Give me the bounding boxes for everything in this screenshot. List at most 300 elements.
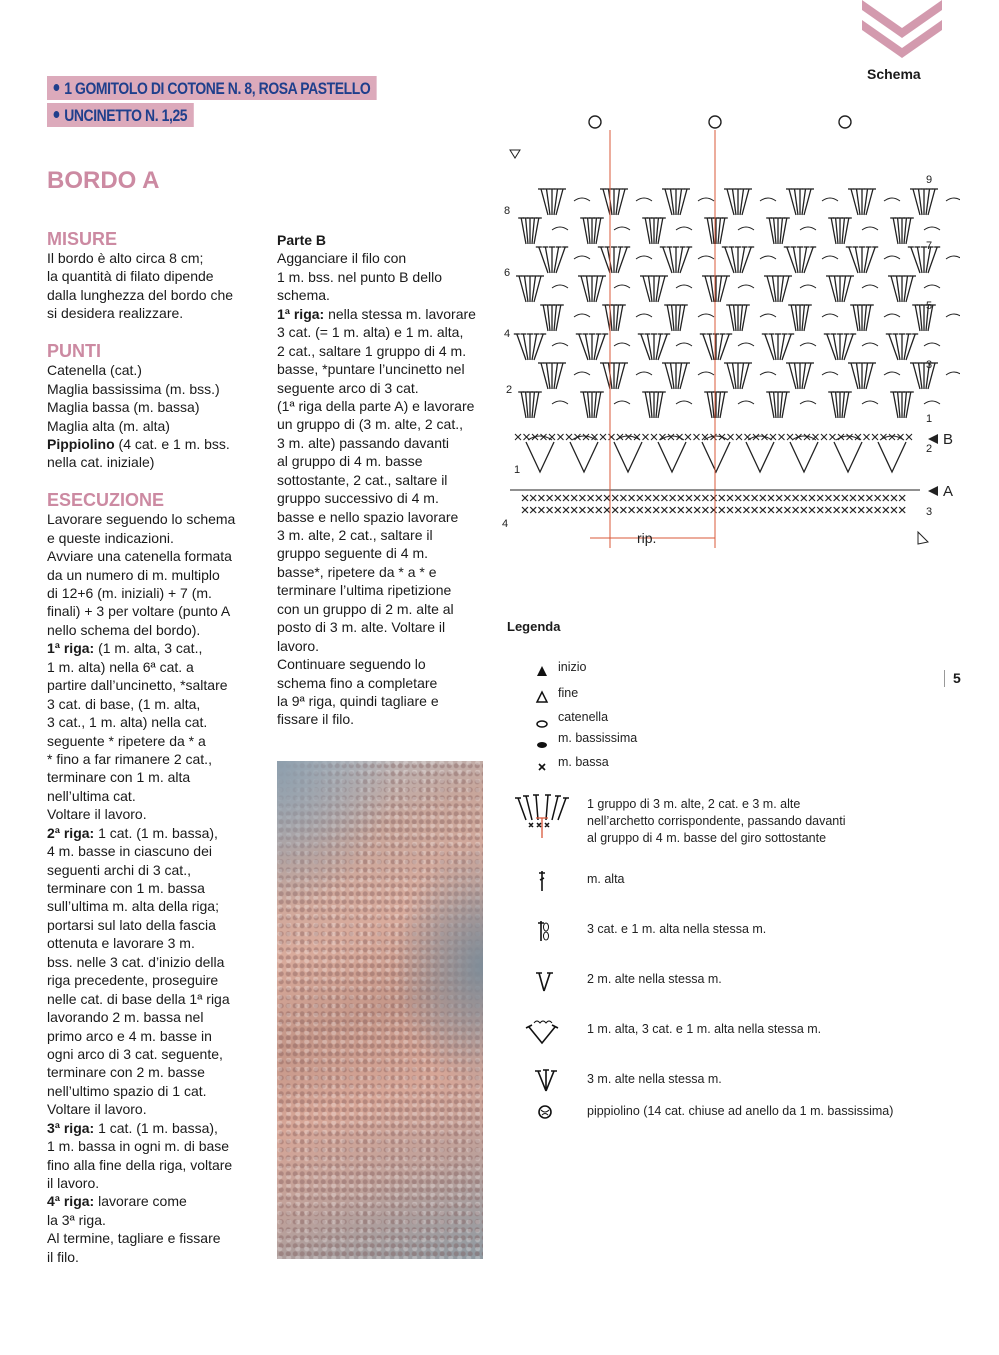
text-line: con un gruppo di 2 m. alte al — [277, 600, 454, 617]
row-text: lavorare come — [94, 1193, 187, 1210]
double-crochet-mark — [712, 392, 714, 418]
chain-arc-mark — [822, 314, 838, 317]
double-crochet-mark — [707, 392, 712, 418]
single-crochet-mark — [866, 495, 872, 501]
double-crochet-mark — [802, 305, 804, 331]
single-crochet-mark — [834, 495, 840, 501]
row-label: 2ª riga: — [47, 824, 95, 841]
text-line: 2 cat., saltare 1 gruppo di 4 m. — [277, 342, 467, 359]
text-line — [47, 1119, 235, 1137]
single-crochet-mark — [702, 495, 708, 501]
chain-arc-mark — [574, 314, 590, 317]
picot-icon — [537, 1102, 553, 1127]
single-crochet-mark — [801, 495, 807, 501]
single-crochet-mark — [678, 495, 684, 501]
double-crochet-mark — [667, 305, 672, 331]
double-crochet-mark — [596, 392, 601, 418]
double-crochet-mark — [656, 218, 658, 244]
row-number-left: 2 — [506, 384, 513, 396]
chain-arc-mark — [946, 256, 960, 259]
text-line: terminare con 1 m. alta — [47, 769, 191, 786]
chain-arc-mark — [884, 198, 900, 201]
single-crochet-mark — [752, 495, 758, 501]
legend-label: pippiolino (14 cat. chiuse ad anello da 1 m. bassissima) — [587, 1104, 894, 1118]
single-crochet-mark — [727, 507, 733, 513]
text-line: Maglia alta (m. alta) — [47, 417, 170, 434]
double-crochet-mark — [532, 218, 534, 244]
double-crochet-mark — [534, 392, 539, 418]
single-crochet-mark — [760, 507, 766, 513]
single-crochet-mark — [719, 495, 725, 501]
text-line: da un numero di m. multiplo — [47, 566, 220, 583]
single-crochet-mark — [727, 495, 733, 501]
chain-arc-mark — [800, 401, 816, 404]
text-line: e queste indicazioni. — [47, 529, 174, 546]
two-dc-icon — [534, 969, 554, 998]
single-crochet-mark — [825, 495, 831, 501]
single-crochet-mark — [768, 507, 774, 513]
row-text: nella stessa m. lavorare — [324, 305, 476, 322]
legend-label: 3 m. alte nella stessa m. — [587, 1072, 722, 1086]
start-marker-icon — [928, 486, 938, 496]
single-crochet-mark — [743, 507, 749, 513]
text-line: lavorando 2 m. bassa nel — [47, 1009, 204, 1026]
single-crochet-mark — [651, 434, 657, 440]
text-line: di 12+6 (m. iniziali) + 7 (m. — [47, 585, 212, 601]
double-crochet-mark — [658, 392, 663, 418]
chain-arc-mark — [676, 227, 692, 230]
double-crochet-mark — [893, 218, 898, 244]
legend-label: m. bassa — [558, 755, 609, 769]
double-crochet-mark — [588, 392, 590, 418]
text-line: fissare il filo. — [277, 711, 355, 728]
row-number-right: 2 — [926, 443, 933, 455]
double-crochet-mark — [720, 218, 725, 244]
double-crochet-mark — [844, 392, 849, 418]
single-crochet-mark — [787, 434, 793, 440]
text-line: partire dall’uncinetto, *saltare — [47, 677, 228, 694]
text-line: Catenella (cat.) — [47, 362, 142, 379]
single-crochet-mark — [809, 507, 815, 513]
text-line — [47, 1192, 235, 1210]
chain-arc-mark — [636, 314, 652, 317]
single-crochet-mark — [643, 434, 649, 440]
single-crochet-mark — [522, 507, 528, 513]
row-number-right: 1 — [926, 413, 933, 425]
single-crochet-mark — [850, 507, 856, 513]
row-number-right: 7 — [926, 240, 933, 252]
single-crochet-mark — [620, 507, 626, 513]
double-crochet-mark — [707, 218, 712, 244]
chain-arc-mark — [636, 256, 652, 259]
page-title: BORDO A — [47, 167, 160, 194]
single-crochet-mark — [686, 507, 692, 513]
row-label: 1ª riga: — [277, 305, 325, 322]
double-crochet-mark — [583, 218, 588, 244]
single-crochet-mark — [891, 495, 897, 501]
single-crochet-mark — [555, 495, 561, 501]
double-crochet-mark — [904, 392, 906, 418]
text-line: schema. — [277, 287, 330, 304]
legend-label: 3 cat. e 1 m. alta nella stessa m. — [587, 922, 767, 936]
double-crochet-mark — [645, 218, 650, 244]
single-crochet-mark — [629, 507, 635, 513]
double-crochet-mark — [720, 392, 725, 418]
chain-arc-mark — [862, 285, 878, 288]
text-line: * fino a far rimanere 2 cat., — [47, 750, 212, 767]
single-crochet-mark — [596, 495, 602, 501]
text-line: 1 m. bss. nel punto B dello — [277, 268, 442, 285]
single-crochet-mark — [842, 495, 848, 501]
double-crochet-mark — [594, 392, 596, 418]
legend-label: 1 m. alta, 3 cat. e 1 m. alta nella stessa m. — [587, 1022, 822, 1036]
point-b-label: B — [943, 431, 954, 448]
section-heading: PUNTI — [47, 341, 101, 362]
chain-arc-mark — [676, 285, 692, 288]
v-stitch-mark — [614, 442, 642, 472]
chain-arc-mark — [924, 227, 940, 230]
single-crochet-mark — [694, 434, 700, 440]
single-crochet-mark — [661, 507, 667, 513]
single-crochet-mark — [779, 434, 785, 440]
double-crochet-mark — [543, 305, 548, 331]
text-line — [47, 323, 235, 341]
material-tag-yarn — [47, 76, 377, 100]
double-crochet-mark — [650, 392, 652, 418]
row-number-left: 4 — [502, 518, 509, 530]
chain-arc-mark — [946, 314, 960, 317]
single-crochet-mark — [719, 507, 725, 513]
chain-arc-mark — [924, 285, 940, 288]
chain-arc-mark — [552, 227, 568, 230]
double-crochet-mark — [906, 392, 911, 418]
double-crochet-mark — [858, 305, 860, 331]
double-crochet-mark — [906, 218, 911, 244]
text-line: portarsi sul lato della fascia — [47, 916, 216, 933]
single-crochet-mark — [600, 434, 606, 440]
single-crochet-mark — [745, 434, 751, 440]
chain-arc-mark — [946, 198, 960, 201]
single-crochet-mark — [530, 495, 536, 501]
text-line: il lavoro. — [47, 1175, 100, 1191]
single-crochet-mark — [678, 507, 684, 513]
single-crochet-mark — [847, 434, 853, 440]
text-line: Maglia bassissima (m. bss.) — [47, 380, 220, 397]
single-crochet-mark — [776, 495, 782, 501]
single-crochet-mark — [858, 495, 864, 501]
double-crochet-mark — [672, 305, 674, 331]
single-crochet-mark — [899, 507, 905, 513]
row-label: Pippiolino — [47, 435, 115, 452]
single-crochet-mark — [906, 434, 912, 440]
row-number-right: 9 — [926, 174, 933, 186]
text-line: basse e nello spazio lavorare — [277, 508, 459, 525]
single-crochet-mark — [530, 507, 536, 513]
double-crochet-mark — [718, 218, 720, 244]
legend-title: Legenda — [507, 619, 561, 634]
material-text: 1 GOMITOLO DI COTONE N. 8, ROSA PASTELLO — [64, 79, 371, 98]
single-crochet-mark — [858, 507, 864, 513]
text-line: ogni arco di 3 cat. seguente, — [47, 1045, 223, 1062]
double-crochet-mark — [769, 218, 774, 244]
double-crochet-mark — [804, 305, 809, 331]
text-line: basse*, ripetere da * a * e — [277, 563, 437, 580]
chain-arc-mark — [698, 314, 714, 317]
single-crochet-mark — [626, 434, 632, 440]
lace-photo — [277, 761, 483, 1259]
single-crochet-mark — [538, 495, 544, 501]
single-crochet-mark — [875, 507, 881, 513]
double-crochet-mark — [742, 305, 747, 331]
chain-arc-mark — [574, 372, 590, 375]
single-crochet-mark — [579, 495, 585, 501]
text-line: bss. nelle 3 cat. d’inizio della — [47, 953, 225, 970]
row-text: (1 m. alta, 3 cat., — [94, 640, 203, 657]
text-line — [47, 639, 235, 657]
text-line: riga precedente, proseguire — [47, 972, 219, 989]
row-label: 4ª riga: — [47, 1193, 95, 1210]
text-line: seguente arco di 3 cat. — [277, 379, 419, 396]
single-crochet-mark — [563, 495, 569, 501]
legend-label: m. alta — [587, 872, 625, 886]
single-crochet-mark — [653, 495, 659, 501]
single-crochet-mark — [694, 507, 700, 513]
three-dc-icon — [534, 1067, 558, 1100]
bullet-icon — [54, 84, 60, 91]
text-line: nell’ultima cat. — [47, 787, 136, 804]
single-crochet-mark — [571, 507, 577, 513]
chain-arc-mark — [528, 436, 552, 440]
chain-arc-mark — [614, 227, 630, 230]
text-line: sottostante, 2 cat., saltare il — [277, 471, 448, 488]
chain-arc-mark — [884, 314, 900, 317]
text-line: Maglia bassa (m. bassa) — [47, 399, 200, 416]
single-crochet-mark — [883, 507, 889, 513]
text-line: seguente * ripetere da * a — [47, 732, 206, 749]
single-crochet-mark — [793, 495, 799, 501]
repeat-label: rip. — [637, 530, 657, 546]
double-crochet-mark — [521, 392, 526, 418]
text-line: dalla lunghezza del bordo che — [47, 286, 234, 303]
chain-arc-mark — [636, 372, 652, 375]
text-line — [47, 472, 235, 490]
double-crochet-mark — [904, 218, 906, 244]
double-crochet-mark — [898, 218, 900, 244]
text-line: 3 cat. (= 1 m. alta) e 1 m. alta, — [277, 324, 464, 341]
double-crochet-mark — [782, 392, 787, 418]
chain-arc-mark — [822, 372, 838, 375]
picot-mark — [589, 116, 601, 128]
text-line: fino alla fine della riga, voltare — [47, 1156, 233, 1173]
chain-arc-mark — [862, 227, 878, 230]
single-crochet-mark — [588, 495, 594, 501]
single-crochet-mark — [645, 495, 651, 501]
chain-arc-mark — [800, 227, 816, 230]
chain-icon — [534, 715, 550, 736]
double-crochet-mark — [842, 218, 844, 244]
text-line: si desidera realizzare. — [47, 305, 184, 322]
single-crochet-mark — [579, 507, 585, 513]
chain-arc-mark — [738, 285, 754, 288]
double-crochet-mark — [718, 392, 720, 418]
chain-arc-mark — [676, 401, 692, 404]
single-crochet-mark — [793, 507, 799, 513]
single-crochet-mark — [760, 495, 766, 501]
double-crochet-mark — [594, 218, 596, 244]
single-crochet-mark — [796, 434, 802, 440]
double-crochet-mark — [898, 392, 900, 418]
text-line: Al termine, tagliare e fissare — [47, 1230, 221, 1247]
single-crochet-mark — [558, 434, 564, 440]
double-crochet-mark — [556, 305, 561, 331]
text-line: Avviare una catenella formata — [47, 548, 232, 565]
double-crochet-mark — [526, 392, 528, 418]
single-crochet-mark — [736, 434, 742, 440]
single-crochet-mark — [752, 507, 758, 513]
chain-arc-mark — [738, 227, 754, 230]
legend-label: fine — [558, 686, 579, 700]
single-crochet-mark — [547, 507, 553, 513]
single-crochet-mark — [784, 495, 790, 501]
single-crochet-mark — [583, 434, 589, 440]
double-crochet-mark — [920, 305, 922, 331]
single-crochet-mark — [547, 495, 553, 501]
legend-label: catenella — [558, 710, 609, 724]
text-line — [277, 305, 476, 323]
single-crochet-mark — [604, 495, 610, 501]
text-line — [47, 824, 235, 842]
single-crochet-mark — [596, 507, 602, 513]
single-crochet-mark — [612, 495, 618, 501]
single-crochet-mark — [522, 495, 528, 501]
single-crochet-mark — [563, 507, 569, 513]
double-crochet-mark — [780, 218, 782, 244]
single-crochet-mark — [809, 495, 815, 501]
single-crochet-mark — [719, 434, 725, 440]
single-crochet-mark — [571, 495, 577, 501]
chain-arc-mark — [946, 372, 960, 375]
chain-arc-mark — [574, 256, 590, 259]
chain-arc-mark — [800, 285, 816, 288]
double-crochet-mark — [680, 305, 685, 331]
chain-arc-mark — [676, 343, 692, 346]
double-crochet-mark — [583, 392, 588, 418]
double-crochet-mark — [866, 305, 871, 331]
double-crochet-mark — [554, 305, 556, 331]
text-line: terminare con 1 m. bassa — [47, 880, 205, 896]
text-line — [47, 435, 235, 453]
single-crochet-mark — [784, 507, 790, 513]
chain-arc-mark — [552, 285, 568, 288]
chain3-dc-icon — [534, 919, 554, 948]
legend-label: 2 m. alte nella stessa m. — [587, 972, 722, 986]
schema-label: Schema — [867, 66, 921, 82]
single-crochet-mark — [549, 434, 555, 440]
text-line: 1 m. bassa in ogni m. di base — [47, 1138, 230, 1155]
text-line: nella cat. iniziale) — [47, 454, 155, 471]
section-heading: ESECUZIONE — [47, 490, 165, 511]
row-label: 1ª riga: — [47, 640, 95, 657]
single-crochet-mark — [776, 507, 782, 513]
chain-arc-mark — [698, 198, 714, 201]
row-number-right: 3 — [926, 359, 933, 371]
row-text: 1 cat. (1 m. bassa), — [94, 1119, 218, 1136]
double-crochet-mark — [893, 392, 898, 418]
end-marker-icon — [918, 532, 928, 544]
double-crochet-mark — [864, 305, 866, 331]
point-a-label: A — [943, 483, 954, 500]
double-crochet-mark — [650, 218, 652, 244]
chain-arc-mark — [760, 256, 776, 259]
double-crochet-mark — [915, 305, 920, 331]
chain-arc-mark — [614, 401, 630, 404]
text-line: Lavorare seguendo lo schema — [47, 511, 236, 528]
double-crochet-mark — [548, 305, 550, 331]
single-crochet-mark — [604, 507, 610, 513]
single-crochet-mark — [830, 434, 836, 440]
text-line: lavoro. — [277, 637, 320, 654]
single-crochet-mark — [891, 507, 897, 513]
v-stitch-mark — [702, 442, 730, 472]
picot-mark — [709, 116, 721, 128]
double-crochet-mark — [831, 218, 836, 244]
text-line: nelle cat. di base della 1ª riga — [47, 990, 230, 1007]
single-crochet-icon — [534, 758, 550, 779]
text-line: sull’ultima m. alta della riga; — [47, 898, 219, 915]
double-crochet-mark — [605, 305, 610, 331]
single-crochet-mark — [629, 495, 635, 501]
text-line: primo arco e 4 m. basse in — [47, 1027, 212, 1044]
single-crochet-mark — [637, 507, 643, 513]
single-crochet-mark — [609, 434, 615, 440]
bullet-icon — [54, 111, 60, 118]
single-crochet-mark — [620, 495, 626, 501]
single-crochet-mark — [768, 495, 774, 501]
text-line: nell’ultimo spazio di 1 cat. — [47, 1082, 207, 1099]
single-crochet-mark — [817, 507, 823, 513]
row-number-left: 8 — [504, 205, 511, 217]
single-crochet-mark — [899, 495, 905, 501]
chain-arc-mark — [760, 198, 776, 201]
double-crochet-mark — [734, 305, 736, 331]
chain-arc-mark — [574, 198, 590, 201]
crochet-diagram — [500, 110, 960, 550]
v-stitch-mark — [878, 442, 906, 472]
single-crochet-mark — [686, 495, 692, 501]
single-crochet-mark — [770, 434, 776, 440]
double-crochet-mark — [796, 305, 798, 331]
single-crochet-mark — [821, 434, 827, 440]
chain-arc-mark — [884, 372, 900, 375]
single-crochet-mark — [645, 507, 651, 513]
single-crochet-mark — [668, 434, 674, 440]
double-crochet-mark — [618, 305, 623, 331]
legend-label: 1 gruppo di 3 m. alte, 2 cat. e 3 m. alte nell’archetto corrispondente, passando davanti al gruppo di 4 m. basse del giro sottostante — [587, 797, 846, 845]
text-line: gruppo successivo di 4 m. — [277, 490, 439, 507]
chain-arc-mark — [924, 401, 940, 404]
single-crochet-mark — [538, 507, 544, 513]
text-line: il filo. — [47, 1248, 79, 1265]
legend-label: inizio — [558, 660, 587, 674]
v-stitch-icon — [524, 1017, 560, 1052]
row-number-left: 6 — [504, 267, 511, 279]
single-crochet-mark — [711, 495, 717, 501]
end-marker-icon — [510, 150, 520, 158]
material-text: UNCINETTO N. 1,25 — [64, 106, 188, 125]
text-line: 3 m. alte, 2 cat., saltare il — [277, 527, 433, 543]
single-crochet-mark — [743, 495, 749, 501]
single-crochet-mark — [566, 434, 572, 440]
